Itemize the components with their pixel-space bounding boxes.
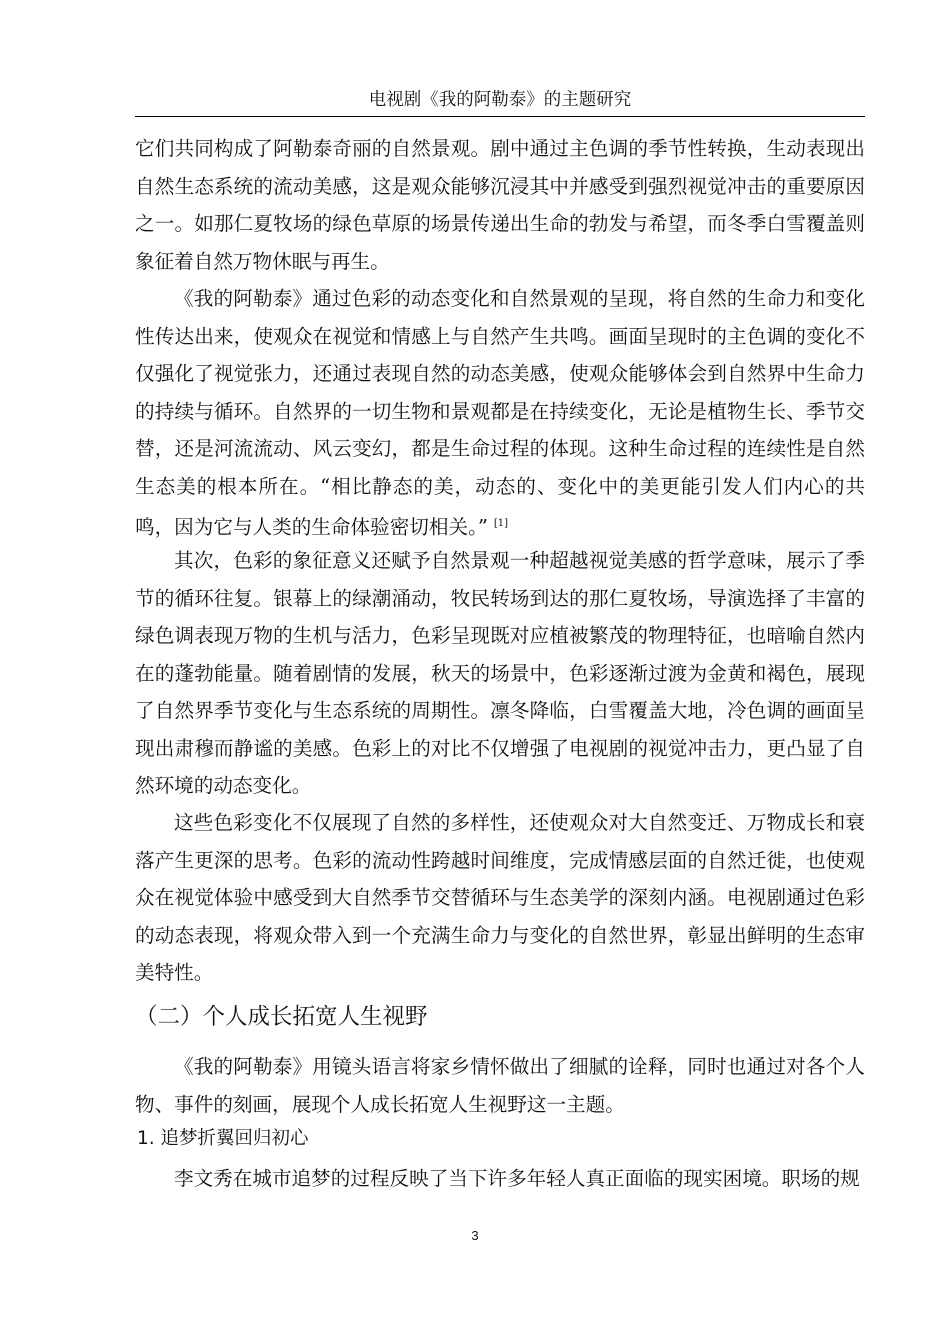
page-header: 电视剧《我的阿勒泰》的主题研究 [368, 90, 632, 110]
section-intro: 《我的阿勒泰》用镜头语言将家乡情怀做出了细腻的诠释，同时也通过对各个人物、事件的刻画，展现个人成长拓宽人生视野这一主题。 [135, 1055, 865, 1116]
citation-ref[interactable]: [1] [493, 518, 509, 529]
header-rule [135, 116, 865, 117]
page-number: 3 [471, 1228, 479, 1243]
paragraph-2-text: 《我的阿勒泰》通过色彩的动态变化和自然景观的呈现，将自然的生命力和变化性传达出来，使观众在视觉和情感上与自然产生共鸣。画面呈现时的主色调的变化不仅强化了视觉张力，还通过表现自然的动态美感，使观众能够体会到自然界中生命力的持续与循环。自然界的一切生物和景观都是在持续变化，无论是植物生长、季节交替，还是河流流动、风云变幻，都是生命过程的体现。这种生命过程的连续性是自然生态美的根本所在。“相比静态的美，动态的、变化中的美更能引发人们内心的共鸣，因为它与人类的生命体验密切相关。” [135, 287, 865, 539]
subsection-heading: 1. 追梦折翼回归初心 [137, 1128, 309, 1149]
paragraph-4: 这些色彩变化不仅展现了自然的多样性，还使观众对大自然变迁、万物成长和衰落产生更深的思考。色彩的流动性跨越时间维度，完成情感层面的自然迁徙，也使观众在视觉体验中感受到大自然季节交替循环与生态美学的深刻内涵。电视剧通过色彩的动态表现，将观众带入到一个充满生命力与变化的自然世界，彰显出鲜明的生态审美特性。 [135, 811, 865, 984]
paragraph-2 [135, 280, 865, 546]
subsection-paragraph: 李文秀在城市追梦的过程反映了当下许多年轻人真正面临的现实困境。职场的规 [174, 1167, 860, 1190]
section-heading: （二）个人成长拓宽人生视野 [135, 1004, 428, 1030]
paragraph-1: 它们共同构成了阿勒泰奇丽的自然景观。剧中通过主色调的季节性转换，生动表现出自然生态系统的流动美感，这是观众能够沉浸其中并感受到强烈视觉冲击的重要原因之一。如那仁夏牧场的绿色草原的场景传递出生命的勃发与希望，而冬季白雪覆盖则象征着自然万物休眠与再生。 [135, 137, 865, 273]
paragraph-3: 其次，色彩的象征意义还赋予自然景观一种超越视觉美感的哲学意味，展示了季节的循环往复。银幕上的绿潮涌动，牧民转场到达的那仁夏牧场，导演选择了丰富的绿色调表现万物的生机与活力，色彩呈现既对应植被繁茂的物理特征，也暗喻自然内在的蓬勃能量。随着剧情的发展，秋天的场景中，色彩逐渐过渡为金黄和褐色，展现了自然界季节变化与生态系统的周期性。凛冬降临，白雪覆盖大地，冷色调的画面呈现出肃穆而静谧的美感。色彩上的对比不仅增强了电视剧的视觉冲击力，更凸显了自然环境的动态变化。 [135, 549, 865, 797]
